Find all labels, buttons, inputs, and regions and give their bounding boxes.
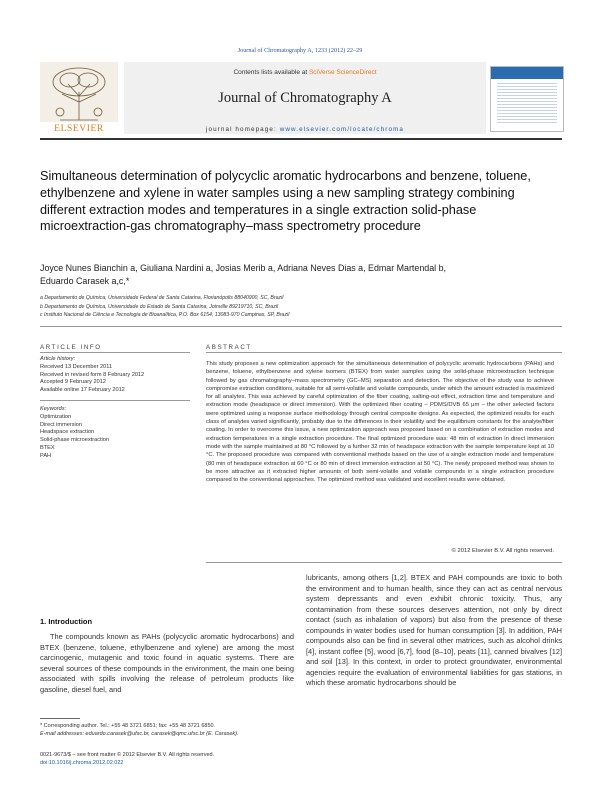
affiliations [40,294,562,320]
article-info-heading: ARTICLE INFO [40,344,102,351]
authors-line-2[interactable]: Eduardo Carasek a,c,* [40,276,130,286]
article-title: Simultaneous determination of polycyclic aromatic hydrocarbons and benzene, toluene, ethylbenzene and xylene in water samples using a new sampling strategy combining different extraction modes and temperatures in a single extraction solid-phase microextraction-gas chromatography–mass spectrometry procedure [40,169,531,234]
history-revised: Received in revised form 8 February 2012 [40,371,145,378]
homepage-link[interactable]: www.elsevier.com/locate/chroma [279,126,405,133]
cover-band [491,67,563,79]
footnote-rule [40,718,80,719]
issn-line: 0021-9673/$ – see front matter © 2012 Elsevier B.V. All rights reserved. [40,752,215,758]
affiliation-c: c Instituto Nacional de Ciência e Tecnologia de Bioanalítica, P.O. Box 6154, 13083-970 Campinas, SP, Brazil [40,312,290,318]
abstract-text: This study proposes a new optimization approach for the simultaneous determination of polycyclic aromatic hydrocarbons (PAHs) and benzene, toluene, ethylbenzene and xylene isomers (BTEX) from water samples using the solid-phase microextraction technique followed by gas chromatography–mass spectrometry (GC–MS) separation and detection. The objective of the study was to achieve compromise extraction conditions, suitable for all semi-volatile and volatile compounds, under which the amount extracted is maximized for all analytes. This was achieved by careful optimization of the fiber coating, salting-out effect, extraction time and temperature and extraction mode (headspace or direct immersion). With the optimized fiber coating – PDMS/DVB 65 μm – the other selected factors were optimized using a response surface methodology through central composite designs. As expected, the optimized results for each class of analytes varied significantly, probably due to the differences in their volatility and the equilibrium constants for the analyte/fiber coating. In order to overcome this issue, a new optimization approach was proposed based on a combination of extraction modes and extraction temperatures in a single extraction procedure. The final optimized procedure was: 48 min of extraction in direct immersion mode with the sample maintained at 80 °C followed by a further 32 min of headspace extraction with the sample temperature kept at 10 °C. The proposed procedure was compared with conventional methods based on the use of a single extraction mode and temperature (80 min of headspace extraction at 60 °C or 80 min of direct immersion extraction at 50 °C). The newly proposed method was shown to be more attractive as it extracted higher amounts of both semi-volatile and volatile compounds in a single extraction procedure compared to the conventional approaches. The optimized method was validated and excellent results were obtained. [206,361,554,484]
abstract-end-rule [206,562,562,563]
affiliation-a: a Departamento de Química, Universidade Federal de Santa Catarina, Florianópolis 88040900, SC, Brazil [40,295,284,301]
corresponding-author: * Corresponding author. Tel.: +55 48 3721 6851; fax: +55 48 3721 6850. [40,723,216,729]
abstract-heading: ABSTRACT [206,344,252,351]
homepage-prefix: journal homepage: [205,126,280,133]
introduction-right-column: lubricants, among others [1,2]. BTEX and PAH compounds are toxic to both the environment and to human health, since they can act as central nervous system depressants and even exhibit chronic toxicity. Thus, any contamination from these sources deserves attention, not only by direct contact (such as inhalation of vapors) but also from the presence of these compounds in water bodies used for human consumption [3]. In addition, PAH compounds also can be find in several other matrices, such as alcohol drinks [4], instant coffee [5], wood [6,7], food [8–10], peats [11], canned bivalves [12] and soil [13]. In this context, in order to protect groundwater, environmental agencies require the evaluation of environmental liabilities for gas stations, in which these aromatic hydrocarbons should be [306,573,562,687]
keyword: Headspace extraction [40,429,95,436]
publisher-name: ELSEVIER [54,124,104,134]
introduction-heading: 1. Introduction [40,617,93,626]
cover-lines [497,81,557,125]
keyword: Optimization [40,413,72,420]
authors-line-1[interactable]: Joyce Nunes Bianchin a, Giuliana Nardini a, Josias Merib a, Adriana Neves Dias a, Edmar Martendal b, [40,263,446,273]
article-info-rule [40,352,190,353]
copyright: © 2012 Elsevier B.V. All rights reserved. [451,548,554,554]
author-list [40,262,562,288]
keywords-divider [40,400,190,401]
article-info [40,356,190,461]
journal-cover-icon [490,66,564,132]
introduction-left-column: The compounds known as PAHs (polycyclic aromatic hydrocarbons) and BTEX (benzene, toluene, ethylbenzene and xylene) are among the most carcinogenic, mutagenic and toxic found in aquatic systems. There are several sources of these compounds in the environment, the main one being associated with spills involving the release of petroleum products like gasoline, diesel fuel, and [40,632,294,694]
affiliation-b: b Departamento de Química, Universidade do Estado de Santa Catarina, Joinville 89219710, SC, Brazil [40,303,279,310]
sciencedirect-link[interactable]: SciVerse ScienceDirect [308,69,377,76]
affiliation-rule [40,326,562,327]
history-accepted: Accepted 9 February 2012 [40,379,106,386]
journal-name: Journal of Chromatography A [218,90,392,106]
doi-link[interactable]: doi:10.1016/j.chroma.2012.02.022 [40,760,124,766]
keyword: Solid-phase microextraction [40,437,110,444]
publication-meta [40,751,300,767]
keyword: BTEX [40,444,55,451]
contents-prefix: Contents lists available at [233,69,309,76]
history-label: Article history: [40,356,76,362]
journal-citation[interactable]: Journal of Chromatography A, 1233 (2012) 22–29 [237,47,363,54]
keyword: PAH [40,452,52,459]
abstract-rule [206,352,562,353]
email-addresses[interactable]: E-mail addresses: eduardo.carasek@ufsc.br, carasek@qmc.ufsc.br (E. Carasek). [40,731,239,737]
history-received: Received 13 December 2011 [40,363,113,370]
header-rule [40,138,562,140]
history-online: Available online 17 February 2012 [40,387,125,394]
keywords-label: Keywords: [40,405,67,412]
journal-homepage [124,126,486,133]
contents-line [124,69,486,76]
footnote [40,722,300,738]
keyword: Direct immersion [40,421,82,428]
